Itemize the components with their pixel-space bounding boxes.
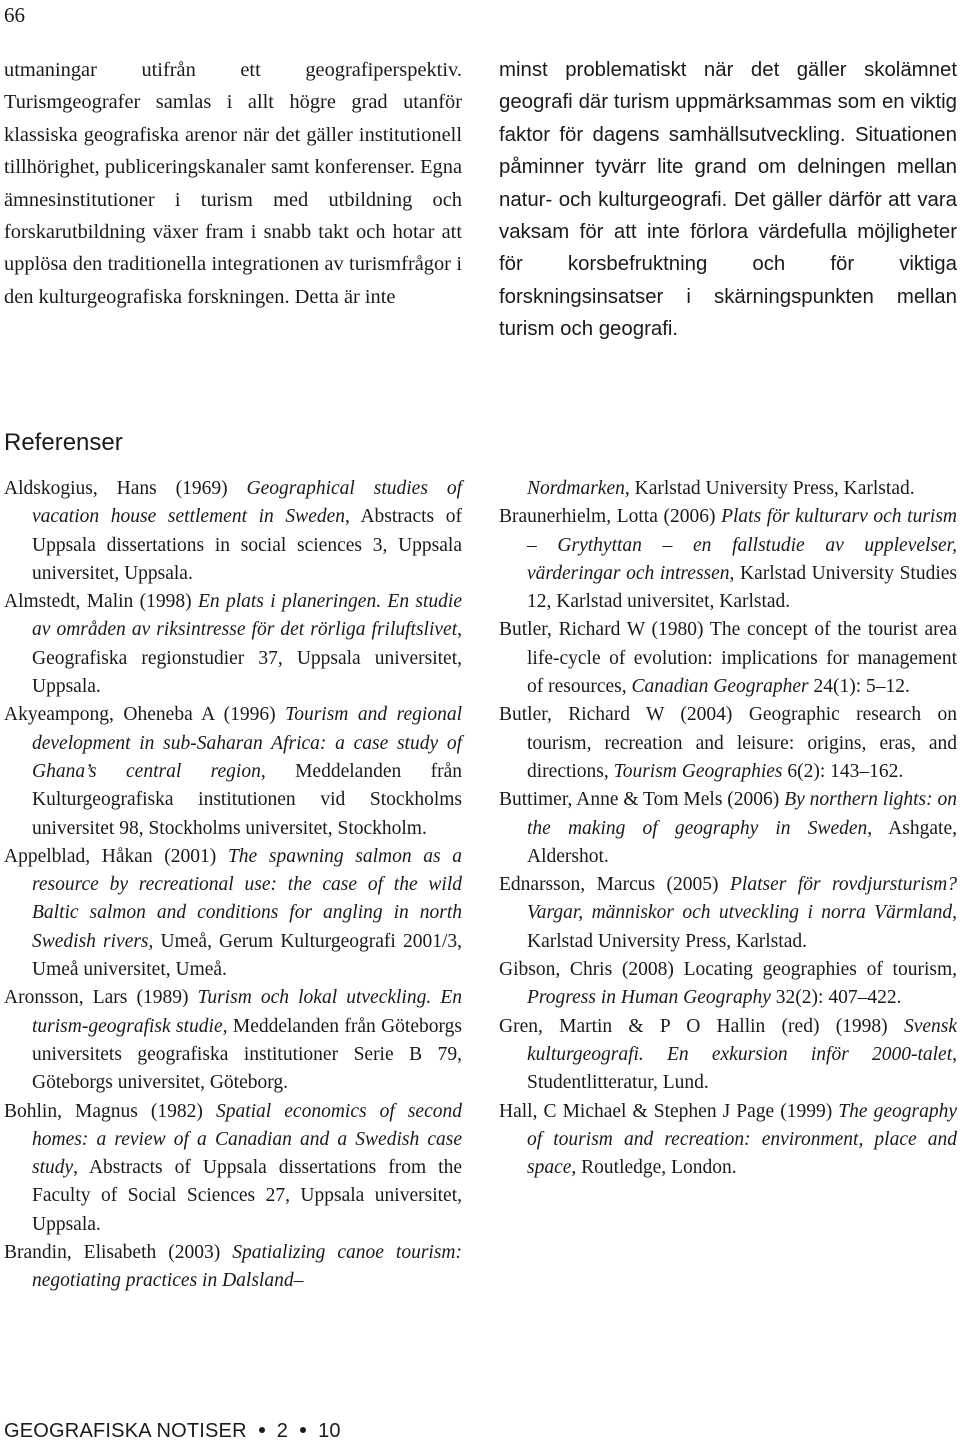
reference-author: Aldskogius, Hans (1969) <box>4 478 247 499</box>
body-text-left-column <box>4 54 462 313</box>
reference-title: Platser för rovdjursturism? Vargar, människor och utveckling i norra Värmland <box>527 874 957 924</box>
body-paragraph-right: minst problematiskt när det gäller skolämnet geografi där turism uppmärksammas som en viktig faktor för dagens samhällsutveckling. Situationen påminner tyvärr lite grand om delningen mellan natur- och kulturgeografi. Det gäller därför att vara vaksam för att inte förlora värdefulla möjligheter för korsbefruktning och för viktiga forskningsinsatser i skärningspunkten mellan turism och geografi. <box>499 59 957 341</box>
reference-title: Tourism and regional development in sub-Saharan Africa: a case study of Ghana’s central region <box>32 704 462 782</box>
reference-title: Spatializing canoe tourism: negotiating practices in Dalsland– <box>32 1242 462 1292</box>
reference-author: Brandin, Elisabeth (2003) <box>4 1242 233 1264</box>
reference-details: , Abstracts of Uppsala dissertations from the Faculty of Social Sciences 27, Uppsala universitet, Uppsala. <box>32 1157 462 1235</box>
reference-entry <box>499 786 957 871</box>
references-right-column <box>499 475 957 1182</box>
reference-details: , Routledge, London. <box>571 1157 737 1179</box>
reference-title: Canadian Geographer <box>631 676 809 698</box>
journal-issue: 10 <box>318 1420 341 1442</box>
reference-title: By northern lights: on the making of geography in Sweden <box>527 789 958 839</box>
reference-author: Bohlin, Magnus (1982) <box>4 1100 216 1122</box>
reference-title: The spawning salmon as a resource by recreational use: the case of the wild Baltic salmon and conditions for angling in north Swedish rivers <box>32 845 463 952</box>
reference-title: The geography of tourism and recreation: environment, place and space <box>527 1100 957 1179</box>
reference-title: Nordmarken <box>527 478 625 499</box>
reference-author: Hall, C Michael & Stephen J Page (1999) <box>499 1100 839 1122</box>
reference-entry <box>499 1013 957 1098</box>
reference-author: Almstedt, Malin (1998) <box>4 591 198 613</box>
reference-title: Spatial economics of second homes: a review of a Canadian and a Swedish case study <box>32 1100 462 1179</box>
reference-details: , Umeå, Gerum Kulturgeografi 2001/3, Umeå universitet, Umeå. <box>32 930 462 981</box>
reference-author: Butler, Richard W (1980) The concept of the tourist area life-cycle of evolution: implications for management of resources, <box>499 619 957 698</box>
journal-volume: 2 <box>276 1420 289 1442</box>
reference-details: , Meddelanden från Kulturgeografiska institutionen vid Stockholms universitet 98, Stockholms universitet, Stockholm. <box>32 760 462 839</box>
reference-details: 6(2): 143–162. <box>782 760 904 782</box>
reference-continuation <box>499 475 957 503</box>
reference-title: En plats i planeringen. En studie av områden av riksintresse för det rörliga friluftslivet <box>32 591 462 641</box>
reference-details: , Karlstad University Press, Karlstad. <box>527 902 957 952</box>
reference-entry <box>4 1239 462 1296</box>
reference-author: Gren, Martin & P O Hallin (red) (1998) <box>499 1015 904 1037</box>
body-paragraph-left: utmaningar utifrån ett geografiperspektiv. Turismgeografer samlas i allt högre grad utanför klassiska geografiska arenor när det gäller institutionell tillhörighet, publiceringskanaler samt konferenser. Egna ämnesinstitutioner i turism med utbildning och forskarutbildning växer fram i snabb takt och hotar att upplösa den traditionella integrationen av turismfrågor i den kulturgeografiska forskningen. Detta är inte <box>4 59 462 308</box>
reference-details: , Studentlitteratur, Lund. <box>527 1043 957 1094</box>
reference-author: Akyeampong, Oheneba A (1996) <box>4 704 286 726</box>
reference-entry <box>499 871 957 956</box>
reference-details: , Ashgate, Aldershot. <box>527 817 958 867</box>
reference-entry <box>499 503 957 616</box>
reference-author: Aronsson, Lars (1989) <box>4 987 198 1009</box>
reference-entry <box>499 616 957 701</box>
page-number: 66 <box>4 3 25 27</box>
reference-details: , Karlstad University Press, Karlstad. <box>624 478 915 499</box>
references-heading: Referenser <box>4 429 123 456</box>
reference-title: Turism och lokal utveckling. En turism-geografisk studie, <box>32 987 462 1037</box>
reference-entry <box>499 701 957 786</box>
reference-entry <box>499 956 957 1013</box>
reference-entry <box>4 701 462 842</box>
references-left-column <box>4 475 462 1296</box>
body-text-right-column <box>499 54 957 346</box>
reference-details: , Abstracts of Uppsala dissertations in social sciences 3, Uppsala universitet, Uppsala. <box>32 506 462 584</box>
reference-author: Butler, Richard W (2004) Geographic research on tourism, recreation and leisure: origins, eras, and directions, <box>499 704 957 782</box>
reference-details: 32(2): 407–422. <box>770 987 902 1009</box>
separator-dot-icon <box>259 1427 265 1433</box>
reference-author: Gibson, Chris (2008) Locating geographies of tourism, <box>499 959 957 981</box>
reference-entry <box>4 588 462 701</box>
reference-title: Svensk kulturgeografi. En exkursion inför 2000-talet <box>527 1015 957 1065</box>
reference-title: Tourism Geographies <box>613 760 783 782</box>
reference-entry <box>4 475 462 588</box>
reference-entry <box>4 843 462 984</box>
reference-author: Buttimer, Anne & Tom Mels (2006) <box>499 789 785 811</box>
journal-name: GEOGRAFISKA NOTISER <box>4 1420 247 1442</box>
separator-dot-icon <box>300 1427 306 1433</box>
reference-title: Progress in Human Geography <box>527 987 771 1009</box>
reference-author: Ednarsson, Marcus (2005) <box>499 874 730 896</box>
reference-details: 24(1): 5–12. <box>808 676 910 698</box>
reference-entry <box>4 1098 462 1239</box>
journal-footer <box>4 1418 341 1444</box>
reference-title: Geographical studies of vacation house settlement in Sweden <box>32 478 462 528</box>
reference-details: , Geografiska regionstudier 37, Uppsala universitet, Uppsala. <box>32 619 462 698</box>
reference-details: , Karlstad University Studies 12, Karlstad universitet, Karlstad. <box>527 562 957 613</box>
reference-title: Plats för kulturarv och turism – Grythyttan – en fallstudie av upplevelser, värderingar och intressen <box>527 506 957 584</box>
reference-entry <box>4 984 462 1097</box>
reference-author: Appelblad, Håkan (2001) <box>4 845 228 867</box>
reference-details: Meddelanden från Göteborgs universitets geografiska institutioner Serie B 79, Göteborgs universitet, Göteborg. <box>32 1015 462 1094</box>
reference-entry <box>499 1098 957 1183</box>
reference-author: Braunerhielm, Lotta (2006) <box>499 506 722 528</box>
